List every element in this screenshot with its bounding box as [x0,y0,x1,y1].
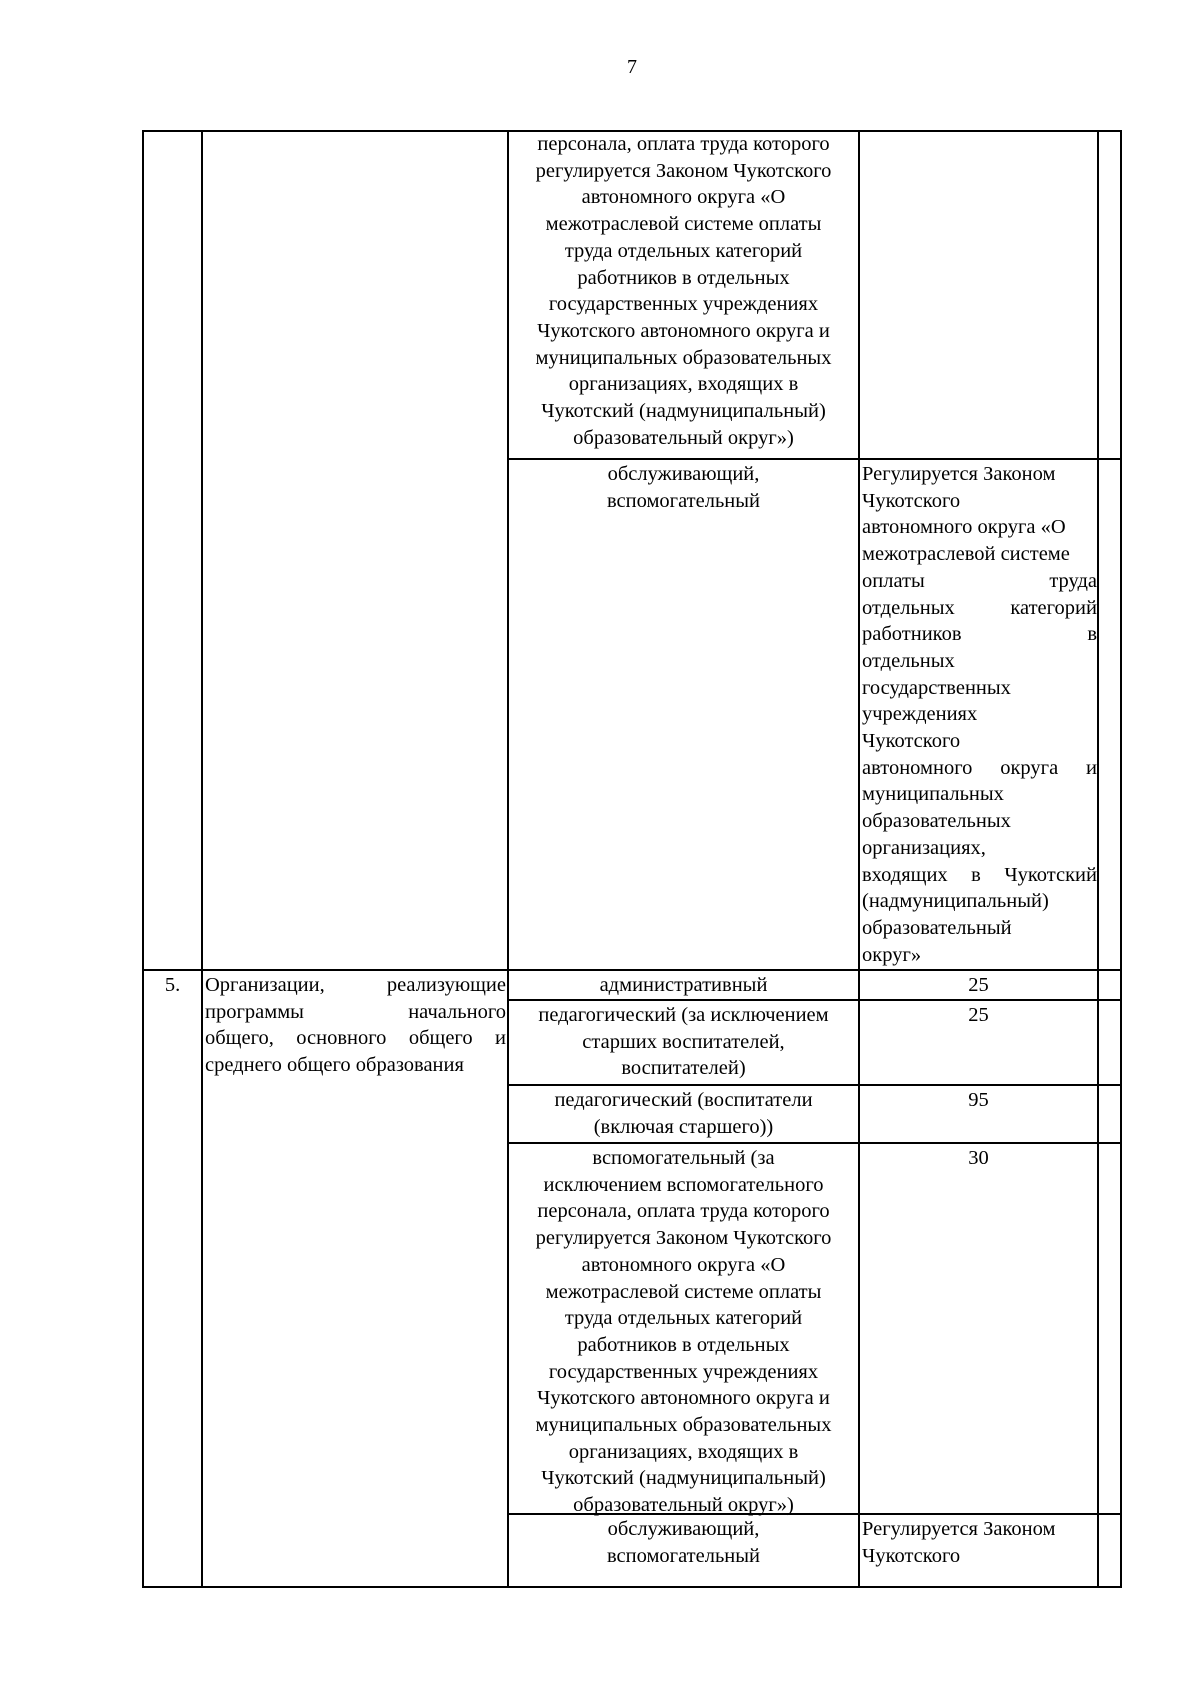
word: оплаты [862,569,925,592]
staff-category-educators: педагогический (воспитатели (включая старшего)) [554,1089,813,1138]
staff-category-service: обслуживающий, вспомогательный [606,463,761,512]
staff-category-service: обслуживающий, вспомогательный [606,1518,761,1567]
staff-ratio-table [142,130,1122,1588]
row-number: 5. [164,974,181,996]
service-note: Регулируется Законом Чукотского [862,1518,1056,1567]
staff-category-auxiliary: вспомогательный (за исключением вспомогательного персонала, оплата труда которого регулируется Законом Чукотского автономного округа «О межотраслевой системе оплаты труда отдельных категорий работников в отдельных государственных учреждениях Чукотского автономного округа и муниципальных образовательных организациях, входящих в Чукотский (надмуниципальный) образовательный округ») [535,1147,832,1517]
col-divider [858,130,860,1588]
row-divider [507,458,1122,460]
service-note: Регулируется Законом Чукотского автономного округа «О межотраслевой системе оплаты труда отдельных категорий работников в отдельных государственных учреждениях Чукотского автономного округа и муниципальных образовательных организациях, входящих в Чукотский (надмуниципальный) образовательный округ» [862,463,1097,966]
word: Организации, [205,974,325,996]
staff-category-admin: административный [599,974,768,996]
col-divider [1097,130,1099,1588]
word: Чукотский [1004,863,1097,886]
ratio-value: 30 [968,1147,989,1169]
organization-type: Организации, реализующие программы начального общего, основного общего и среднего общего образования [205,974,506,1077]
word: входящих [862,863,948,886]
word: в [971,863,981,886]
word: общего, [205,1027,274,1050]
row-divider [507,1142,1122,1144]
word: округа [1000,756,1059,779]
staff-category-cont: персонала, оплата труда которого регулируется Законом Чукотского автономного округа «О межотраслевой системе оплаты труда отдельных категорий работников в отдельных государственных учреждениях Чукотского автономного округа и муниципальных образовательных организациях, входящих в Чукотский (надмуниципальный) образовательный округ») [535,133,832,449]
ratio-value: 25 [968,974,989,996]
staff-category-teaching: педагогический (за исключением старших воспитателей, воспитателей) [538,1004,829,1080]
word: категорий [1010,596,1097,619]
word: автономного [862,756,973,779]
col-divider [201,130,203,1588]
word: в [1087,623,1097,646]
word: и [495,1027,506,1050]
ratio-value: 95 [968,1089,989,1111]
word: основного [296,1027,387,1050]
ratio-value: 25 [968,1004,989,1026]
page-number: 7 [627,56,637,78]
word: программы [205,1000,304,1023]
word: реализующие [386,974,506,996]
word: отдельных [862,596,955,619]
word: работников [862,623,962,646]
row-divider [142,969,1122,971]
word: труда [1049,569,1097,592]
word: начального [408,1000,506,1023]
word: общего [408,1027,473,1050]
row-divider [507,1084,1122,1086]
word: и [1086,756,1097,779]
row-divider [507,999,1122,1001]
